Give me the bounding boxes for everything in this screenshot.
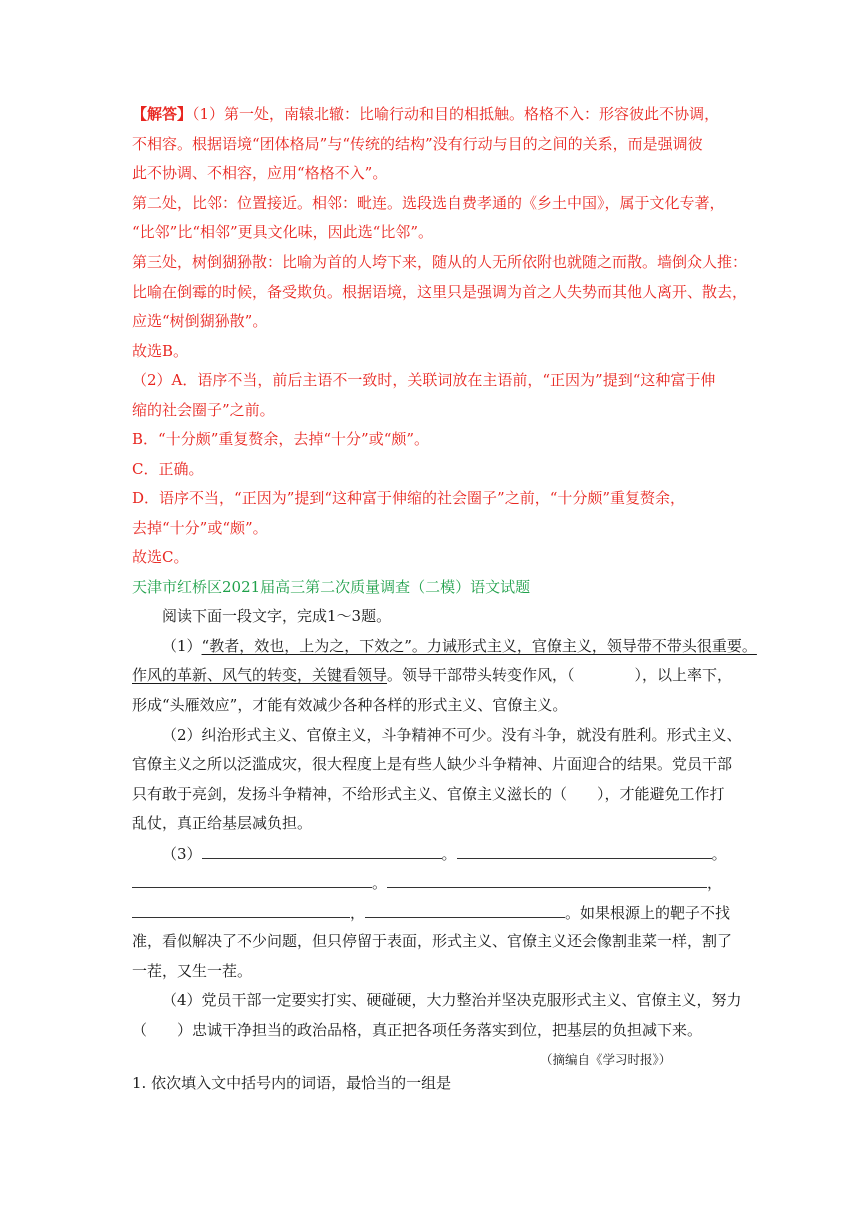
- underlined-sentence: 作风的革新、风气的转变，关键看领导: [132, 666, 388, 684]
- exam-instruction: 阅读下面一段文字，完成1～3题。: [162, 607, 392, 625]
- para2-line-3: 只有敢于亮剑，发扬斗争精神，不给形式主义、官僚主义滋长的（ ），才能避免工作打: [132, 785, 725, 803]
- para3-line-4: 准，看似解决了不少问题，但只停留于表面，形式主义、官僚主义还会像割韭菜一样，割了: [132, 932, 733, 950]
- answer-label: 【解答】: [132, 105, 193, 123]
- para1-line-1: （1）“教者，效也，上为之，下效之”。力诫形式主义，官僚主义，领导带不带头很重要。: [162, 637, 757, 655]
- para1-line-3: 形成“头雁效应”，才能有效减少各种各样的形式主义、官僚主义。: [132, 696, 568, 714]
- para4-line-1: （4）党员干部一定要实打实、硬碰硬，大力整治并坚决克服形式主义、官僚主义，努力: [162, 991, 742, 1009]
- fill-blank: [132, 872, 372, 888]
- fill-blank: [387, 872, 707, 888]
- fill-blank: [457, 843, 712, 859]
- question-1: 1. 依次填入文中括号内的词语，最恰当的一组是: [132, 1074, 452, 1092]
- answer-line-12: C．正确。: [132, 460, 204, 478]
- answer-choice-2: 故选C。: [132, 548, 189, 566]
- answer-line-11: B．“十分颇”重复赘余，去掉“十分”或“颇”。: [132, 430, 430, 448]
- para3-line-1: （3） 。 。: [162, 845, 727, 863]
- answer-line-3: 此不协调、不相容，应用“格格不入”。: [132, 164, 388, 182]
- underlined-quote: “教者，效也，上为之，下效之”: [201, 637, 412, 655]
- answer-line-6: 第三处，树倒猢狲散：比喻为首的人垮下来，随从的人无所依附也就随之而散。墙倒众人推：: [132, 253, 748, 271]
- source-citation: （摘编自《学习时报》）: [540, 1052, 672, 1067]
- answer-line-7: 比喻在倒霉的时候，备受欺负。根据语境，这里只是强调为首之人失势而其他人离开、散去，: [132, 283, 748, 301]
- answer-line-10: 缩的社会圈子”之前。: [132, 401, 275, 419]
- fill-blank: [132, 902, 350, 918]
- answer-line-9: （2）A．语序不当，前后主语不一致时，关联词放在主语前，“正因为”提到“这种富于伸: [132, 371, 716, 389]
- fill-blank: [365, 902, 565, 918]
- para3-line-5: 一茬，又生一茬。: [132, 962, 253, 980]
- answer-line-13: D．语序不当，“正因为”提到“这种富于伸缩的社会圈子”之前，“十分颇”重复赘余，: [132, 489, 686, 507]
- para1-line-2: 作风的革新、风气的转变，关键看领导。领导干部带头转变作风，（ ），以上率下，: [132, 666, 733, 684]
- para3-line-3: ， 。如果根源上的靶子不找: [132, 902, 732, 923]
- answer-choice-1: 故选B。: [132, 342, 189, 360]
- para4-line-2: （ ）忠诚干净担当的政治品格，真正把各项任务落实到位，把基层的负担减下来。: [132, 1021, 703, 1039]
- para3-line-2: 。 ，: [132, 872, 732, 893]
- para2-line-2: 官僚主义之所以泛滥成灾，很大程度上是有些人缺少斗争精神、片面迎合的结果。党员干部: [132, 755, 733, 773]
- fill-blank: [202, 843, 442, 859]
- answer-line-4: 第二处，比邻：位置接近。相邻：毗连。选段选自费孝通的《乡土中国》，属于文化专著，: [132, 194, 725, 212]
- para2-line-4: 乱仗，真正给基层减负担。: [132, 814, 313, 832]
- answer-line-8: 应选“树倒猢狲散”。: [132, 312, 268, 330]
- answer-line-1: 【解答】（1）第一处，南辕北辙：比喻行动和目的相抵触。格格不入：形容彼此不协调，: [132, 105, 720, 123]
- para2-line-1: （2）纠治形式主义、官僚主义，斗争精神不可少。没有斗争，就没有胜利。形式主义、: [162, 726, 742, 744]
- answer-line-14: 去掉“十分”或“颇”。: [132, 519, 268, 537]
- answer-line-5: “比邻”比“相邻”更具文化味，因此选“比邻”。: [132, 223, 434, 241]
- answer-line-2: 不相容。根据语境“团体格局”与“传统的结构”没有行动与目的之间的关系，而是强调彼: [132, 135, 703, 153]
- exam-title: 天津市红桥区2021届高三第二次质量调查（二模）语文试题: [132, 578, 531, 596]
